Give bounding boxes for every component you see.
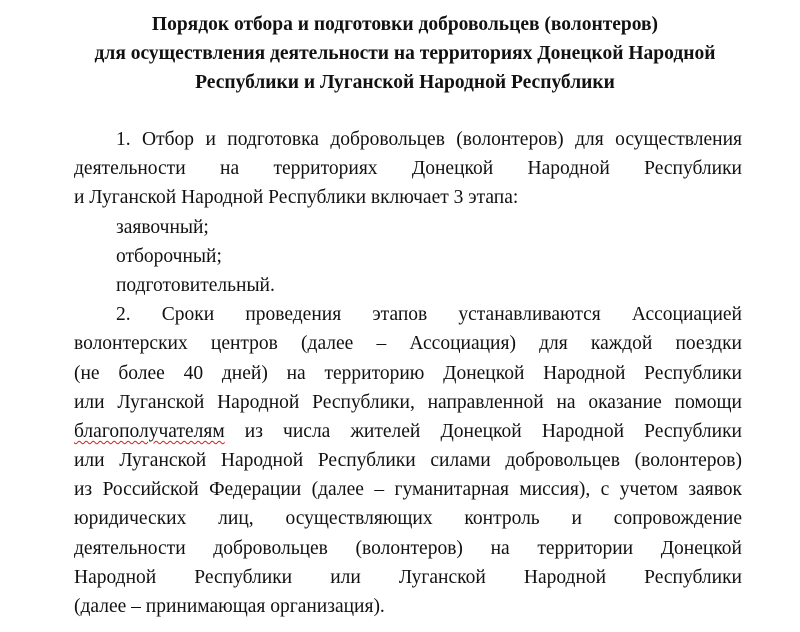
spellcheck-flagged-word[interactable]: благополучателям: [74, 420, 225, 442]
paragraph-2-line-4: или Луганской Народной Республики, направленной на оказание помощи: [74, 391, 742, 413]
paragraph-2-line-6: или Луганской Народной Республики силами добровольцев (волонтеров): [74, 450, 742, 472]
list-item-stage-3: подготовительный.: [116, 274, 275, 296]
paragraph-1: [74, 125, 742, 213]
paragraph-1-line-1: 1. Отбор и подготовка добровольцев (волонтеров) для осуществления: [116, 129, 742, 150]
paragraph-2-line-1: 2. Сроки проведения этапов устанавливаются Ассоциацией: [116, 304, 742, 326]
document-title: [60, 10, 750, 97]
paragraph-2-line-3: (не более 40 дней) на территорию Донецкой Народной Республики: [74, 362, 742, 384]
title-line-1: Порядок отбора и подготовки добровольцев (волонтеров): [151, 14, 659, 35]
paragraph-2-line-5: [74, 417, 742, 446]
paragraph-2-line-11: (далее – принимающая организация).: [74, 596, 385, 617]
title-line-2: для осуществления деятельности на территориях Донецкой Народной: [94, 43, 716, 64]
paragraph-2-line-5-text: из числа жителей Донецкой Народной Республики: [224, 420, 742, 442]
list-item-stage-2: отборочный;: [116, 245, 222, 267]
stages-list: [74, 213, 742, 301]
document-body: [74, 125, 742, 621]
paragraph-2-line-2: волонтерских центров (далее – Ассоциация) для каждой поездки: [74, 333, 742, 355]
paragraph-2: [74, 300, 742, 621]
title-line-3: Республики и Луганской Народной Республики: [195, 72, 615, 93]
paragraph-2-line-7: из Российской Федерации (далее – гуманитарная миссия), с учетом заявок: [74, 479, 742, 501]
list-item-stage-1: заявочный;: [116, 216, 209, 238]
paragraph-1-line-2: деятельности на территориях Донецкой Народной Республики: [74, 158, 742, 180]
paragraph-2-line-8: юридических лиц, осуществляющих контроль и сопровождение: [74, 508, 742, 530]
paragraph-2-line-9: деятельности добровольцев (волонтеров) на территории Донецкой: [74, 537, 742, 559]
paragraph-2-line-10: Народной Республики или Луганской Народной Республики: [74, 566, 742, 588]
paragraph-1-line-3: и Луганской Народной Республики включает 3 этапа:: [74, 187, 519, 209]
